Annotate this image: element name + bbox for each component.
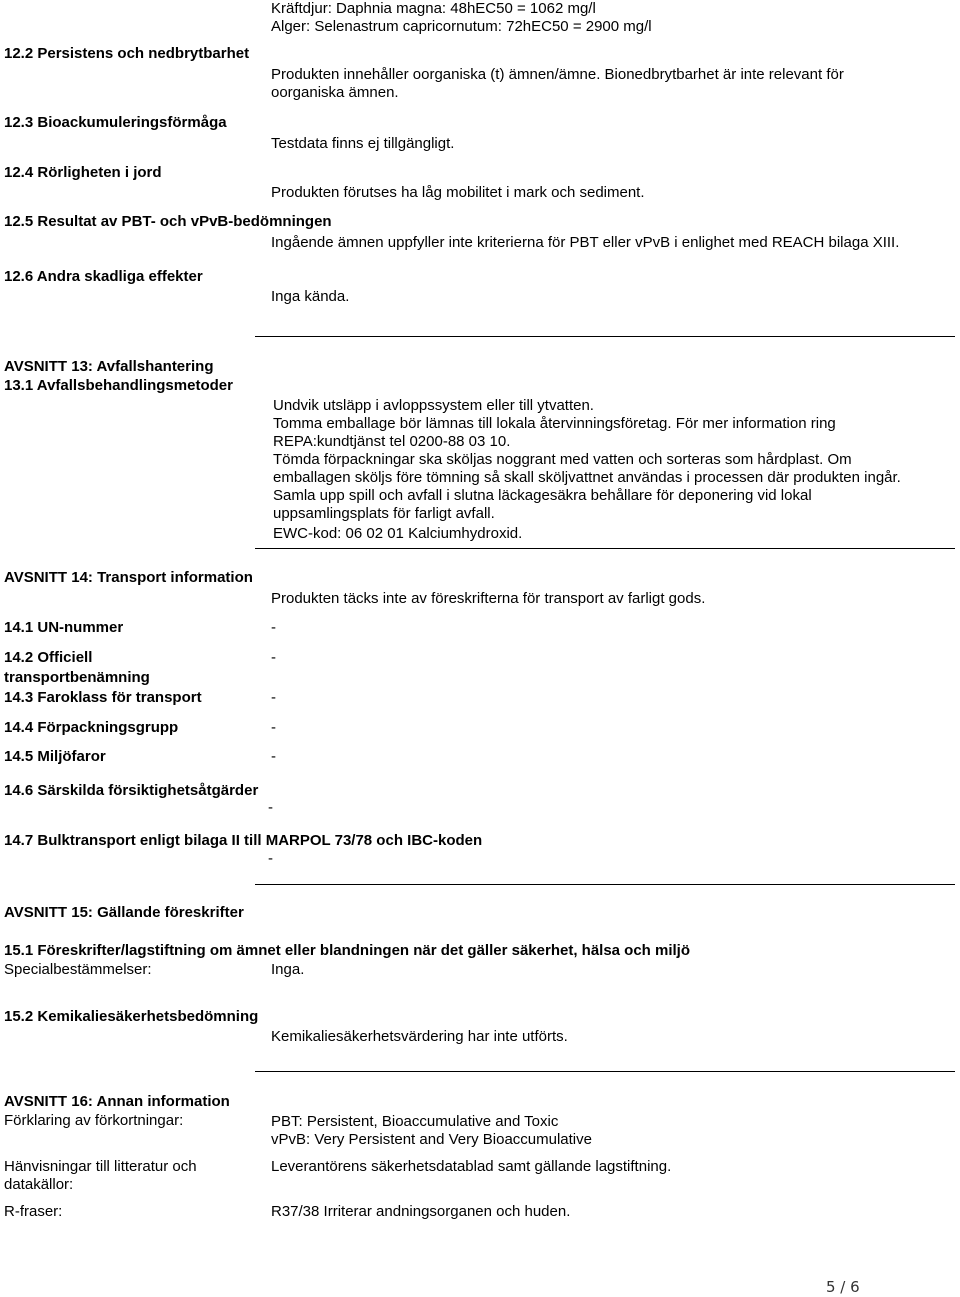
- text-13-1-line7: uppsamlingsplats för farligt avfall.: [273, 505, 495, 522]
- heading-12-3: 12.3 Bioackumuleringsförmåga: [4, 114, 227, 131]
- toxicity-crustacean: Kräftdjur: Daphnia magna: 48hEC50 = 1062 mg/l: [271, 0, 596, 17]
- heading-12-5: 12.5 Resultat av PBT- och vPvB-bedömningen: [4, 213, 332, 230]
- text-12-5: Ingående ämnen uppfyller inte kriterierna för PBT eller vPvB i enlighet med REACH bilaga XIII.: [271, 234, 900, 251]
- heading-12-2: 12.2 Persistens och nedbrytbarhet: [4, 45, 250, 62]
- text-abbr-pbt: PBT: Persistent, Bioaccumulative and Toxic: [271, 1113, 559, 1130]
- heading-14-2-line2: transportbenämning: [4, 669, 150, 686]
- section-divider: [255, 336, 955, 337]
- value-14-2: -: [271, 649, 276, 666]
- text-12-2-line2: oorganiska ämnen.: [271, 84, 399, 101]
- section-divider: [255, 548, 955, 549]
- label-references-line1: Hänvisningar till litteratur och: [4, 1158, 197, 1175]
- heading-15-1: 15.1 Föreskrifter/lagstiftning om ämnet eller blandningen när det gäller säkerhet, hälsa och miljö: [4, 942, 691, 959]
- label-abbreviations: Förklaring av förkortningar:: [4, 1112, 184, 1129]
- text-12-6: Inga kända.: [271, 288, 350, 305]
- text-abbr-vpvb: vPvB: Very Persistent and Very Bioaccumulative: [271, 1131, 592, 1148]
- section-13-title: AVSNITT 13: Avfallshantering: [4, 358, 214, 375]
- value-special-provisions: Inga.: [271, 961, 305, 978]
- value-14-5: -: [271, 748, 276, 765]
- section-16-title: AVSNITT 16: Annan information: [4, 1093, 230, 1110]
- text-r-phrases: R37/38 Irriterar andningsorganen och huden.: [271, 1203, 571, 1220]
- text-12-3: Testdata finns ej tillgängligt.: [271, 135, 455, 152]
- heading-14-5: 14.5 Miljöfaror: [4, 748, 106, 765]
- text-13-1-line5: emballagen sköljs före tömning så skall sköljvattnet användas i processen där produkten ingår.: [273, 469, 901, 486]
- section-divider: [255, 884, 955, 885]
- page-number: 5 / 6: [826, 1278, 860, 1296]
- text-12-4: Produkten förutses ha låg mobilitet i mark och sediment.: [271, 184, 645, 201]
- heading-15-2: 15.2 Kemikaliesäkerhetsbedömning: [4, 1008, 259, 1025]
- text-15-2: Kemikaliesäkerhetsvärdering har inte utförts.: [271, 1028, 568, 1045]
- text-13-1-line1: Undvik utsläpp i avloppssystem eller till ytvatten.: [273, 397, 594, 414]
- section-15-title: AVSNITT 15: Gällande föreskrifter: [4, 904, 244, 921]
- heading-14-4: 14.4 Förpackningsgrupp: [4, 719, 179, 736]
- label-r-phrases: R-fraser:: [4, 1203, 63, 1220]
- heading-14-1: 14.1 UN-nummer: [4, 619, 124, 636]
- heading-14-2-line1: 14.2 Officiell: [4, 649, 93, 666]
- text-13-1-line8: EWC-kod: 06 02 01 Kalciumhydroxid.: [273, 525, 523, 542]
- toxicity-algae: Alger: Selenastrum capricornutum: 72hEC50 = 2900 mg/l: [271, 18, 652, 35]
- text-13-1-line3: REPA:kundtjänst tel 0200-88 03 10.: [273, 433, 511, 450]
- text-13-1-line4: Tömda förpackningar ska sköljas noggrant med vatten och sorteras som hårdplast. Om: [273, 451, 852, 468]
- value-14-6: -: [268, 799, 273, 816]
- text-13-1-line6: Samla upp spill och avfall i slutna läckagesäkra behållare för deponering vid lokal: [273, 487, 812, 504]
- value-14-7: -: [268, 850, 273, 867]
- heading-14-7: 14.7 Bulktransport enligt bilaga II till MARPOL 73/78 och IBC-koden: [4, 832, 483, 849]
- label-special-provisions: Specialbestämmelser:: [4, 961, 152, 978]
- value-14-4: -: [271, 719, 276, 736]
- label-references-line2: datakällor:: [4, 1176, 74, 1193]
- heading-13-1: 13.1 Avfallsbehandlingsmetoder: [4, 377, 233, 394]
- value-14-3: -: [271, 689, 276, 706]
- text-14-intro: Produkten täcks inte av föreskrifterna för transport av farligt gods.: [271, 590, 706, 607]
- text-12-2-line1: Produkten innehåller oorganiska (t) ämnen/ämne. Bionedbrytbarhet är inte relevant för: [271, 66, 844, 83]
- section-divider: [255, 1071, 955, 1072]
- heading-14-6: 14.6 Särskilda försiktighetsåtgärder: [4, 782, 259, 799]
- value-14-1: -: [271, 619, 276, 636]
- text-references: Leverantörens säkerhetsdatablad samt gällande lagstiftning.: [271, 1158, 672, 1175]
- heading-12-6: 12.6 Andra skadliga effekter: [4, 268, 203, 285]
- heading-14-3: 14.3 Faroklass för transport: [4, 689, 202, 706]
- heading-12-4: 12.4 Rörligheten i jord: [4, 164, 162, 181]
- text-13-1-line2: Tomma emballage bör lämnas till lokala återvinningsföretag. För mer information ring: [273, 415, 836, 432]
- section-14-title: AVSNITT 14: Transport information: [4, 569, 253, 586]
